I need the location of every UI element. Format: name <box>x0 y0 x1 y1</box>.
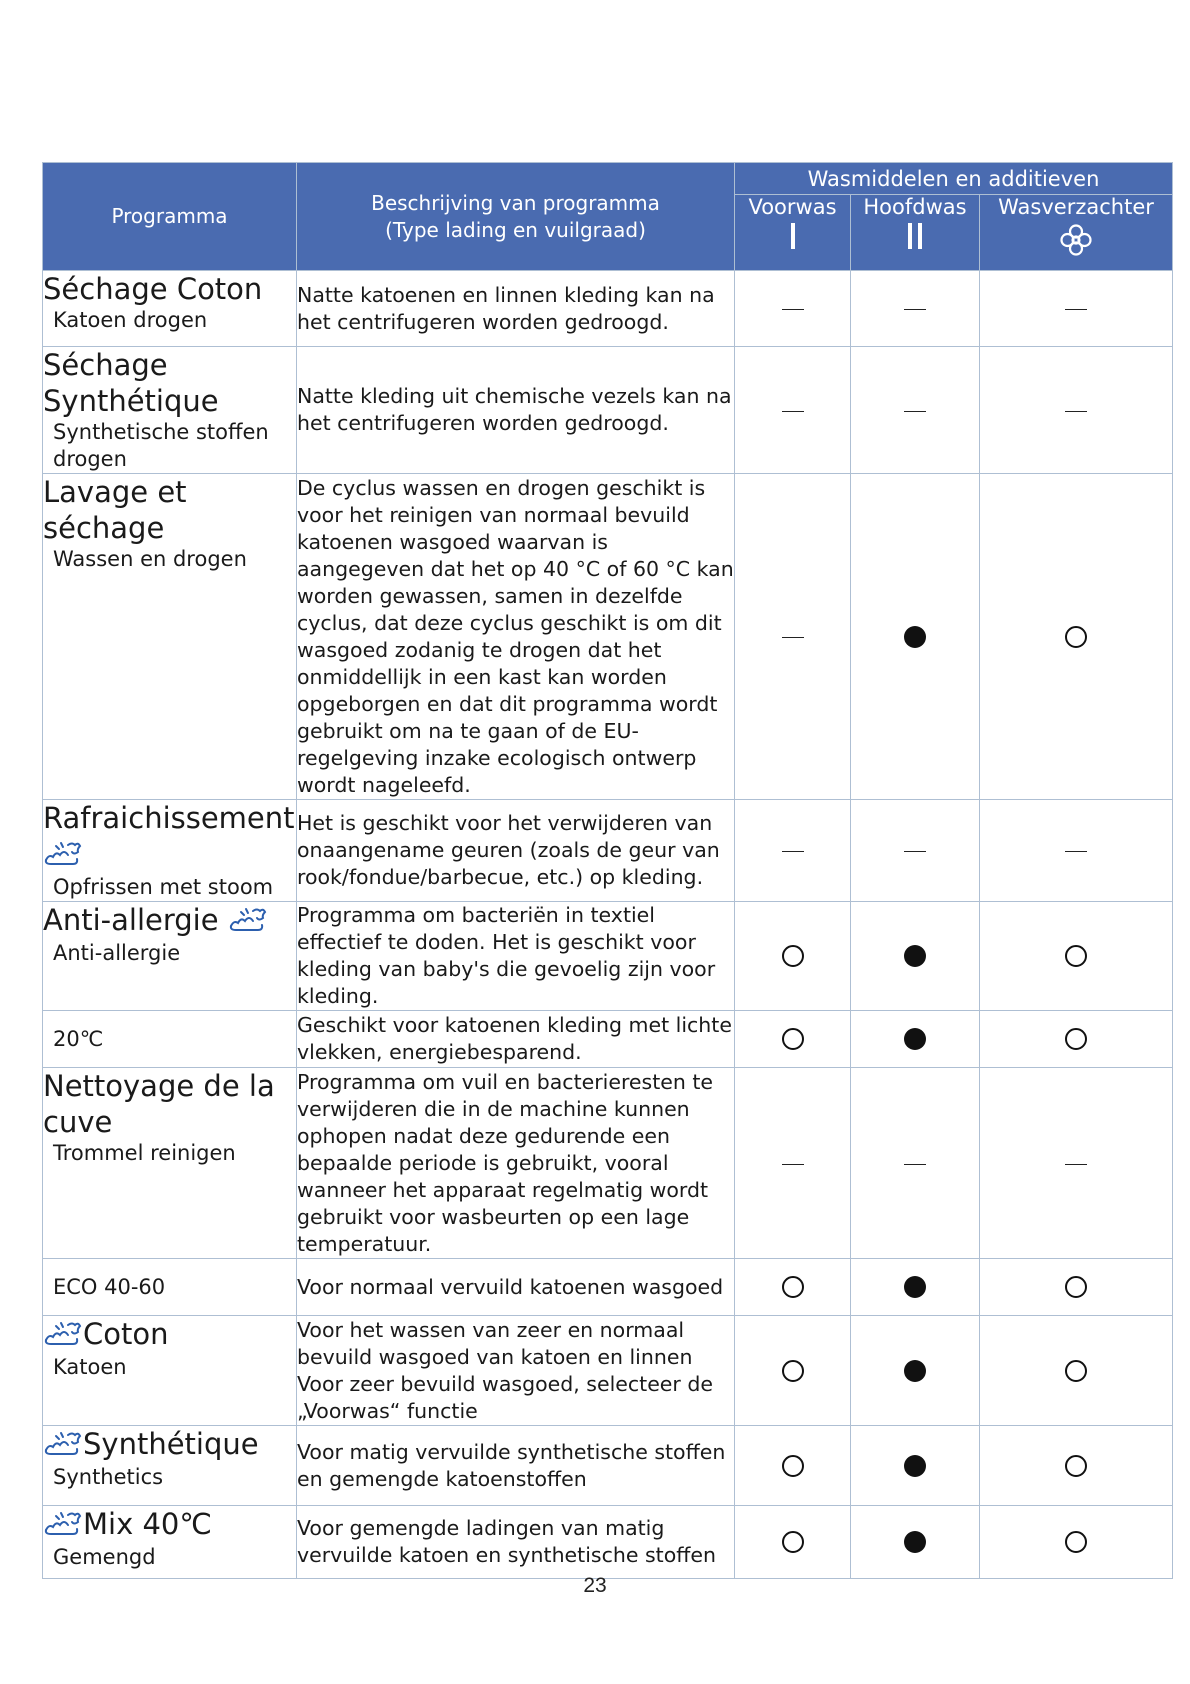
program-name-cell <box>43 1506 297 1579</box>
hoofdwas-cell <box>851 271 980 347</box>
voorwas-cell <box>735 1068 851 1259</box>
header-voorwas: Voorwas <box>735 195 851 271</box>
program-description: Voor normaal vervuild katoenen wasgoed <box>297 1259 735 1316</box>
dash-icon <box>782 411 804 412</box>
program-name-fr <box>43 800 296 874</box>
program-name-fr-text: Séchage Coton <box>43 272 263 306</box>
wasverzachter-cell <box>980 1259 1173 1316</box>
program-name-fr-text: Coton <box>83 1317 169 1351</box>
program-description: Geschikt voor katoenen kleding met lichte vlekken, energiebesparend. <box>297 1011 735 1068</box>
program-name-fr <box>43 347 296 419</box>
steam-icon <box>228 904 268 940</box>
dash-icon <box>1065 411 1087 412</box>
voorwas-cell <box>735 902 851 1011</box>
open-circle-icon <box>782 1276 804 1298</box>
open-circle-icon <box>1065 1531 1087 1553</box>
dash-icon <box>904 851 926 852</box>
program-name-fr-text: Anti-allergie <box>43 903 219 937</box>
steam-icon <box>43 1318 83 1354</box>
hoofdwas-cell <box>851 1426 980 1506</box>
table-row <box>43 347 1173 474</box>
program-name-cell <box>43 271 297 347</box>
program-description: De cyclus wassen en drogen geschikt is voor het reinigen van normaal bevuild katoenen wasgoed waarvan is aangegeven dat het op 40 °C of 60 °C kan worden gewassen, samen in dezelfde cyclus, dat deze cyclus geschikt is om dit wasgoed zodanig te drogen dat het onmiddellijk in een kast kan worden opgeborgen en dat dit programma wordt gebruikt om na te gaan of de EU-regelgeving inzake ecologisch ontwerp wordt nageleefd. <box>297 474 735 800</box>
table-row <box>43 1426 1173 1506</box>
table-row <box>43 1259 1173 1316</box>
open-circle-icon <box>782 1028 804 1050</box>
table-row <box>43 1506 1173 1579</box>
dash-icon <box>782 309 804 310</box>
program-name-cell <box>43 1068 297 1259</box>
filled-dot-icon <box>904 1455 926 1477</box>
wasverzachter-cell <box>980 800 1173 902</box>
program-name-fr <box>43 1426 296 1464</box>
program-name-cell <box>43 347 297 474</box>
filled-dot-icon <box>904 1276 926 1298</box>
filled-dot-icon <box>904 1360 926 1382</box>
program-name-cell <box>43 474 297 800</box>
open-circle-icon <box>782 945 804 967</box>
open-circle-icon <box>782 1455 804 1477</box>
header-programma: Programma <box>43 163 297 271</box>
program-name-nl: Opfrissen met stoom <box>53 875 274 899</box>
filled-dot-icon <box>904 945 926 967</box>
wasverzachter-cell <box>980 1426 1173 1506</box>
dash-icon <box>1065 309 1087 310</box>
table-row <box>43 902 1173 1011</box>
table-row <box>43 1011 1173 1068</box>
flower-icon <box>980 223 1172 255</box>
filled-dot-icon <box>904 626 926 648</box>
voorwas-cell <box>735 1426 851 1506</box>
program-name-nl: Trommel reinigen <box>53 1141 236 1165</box>
program-name-nl: Synthetics <box>53 1465 164 1489</box>
table-row <box>43 1316 1173 1426</box>
program-name-nl: Katoen <box>53 1355 127 1379</box>
filled-dot-icon <box>904 1531 926 1553</box>
program-description: Natte katoenen en linnen kleding kan na het centrifugeren worden gedroogd. <box>297 271 735 347</box>
wasverzachter-cell <box>980 347 1173 474</box>
open-circle-icon <box>1065 1028 1087 1050</box>
program-name-cell <box>43 902 297 1011</box>
double-bar-icon <box>851 223 979 255</box>
dash-icon <box>904 309 926 310</box>
voorwas-cell <box>735 347 851 474</box>
wasverzachter-cell <box>980 1068 1173 1259</box>
voorwas-cell <box>735 474 851 800</box>
program-name-cell <box>43 1316 297 1426</box>
open-circle-icon <box>1065 626 1087 648</box>
open-circle-icon <box>1065 1360 1087 1382</box>
program-description: Voor matig vervuilde synthetische stoffen en gemengde katoenstoffen <box>297 1426 735 1506</box>
program-name-fr-text: Séchage Synthétique <box>43 348 219 418</box>
program-name-cell <box>43 1011 297 1068</box>
voorwas-cell <box>735 1506 851 1579</box>
program-name-cell <box>43 1426 297 1506</box>
table-row <box>43 1068 1173 1259</box>
program-name-fr-text: Synthétique <box>83 1427 259 1461</box>
header-beschrijving: Beschrijving van programma (Type lading en vuilgraad) <box>297 163 735 271</box>
program-name-nl: ECO 40-60 <box>53 1274 166 1299</box>
open-circle-icon <box>1065 1455 1087 1477</box>
dash-icon <box>1065 851 1087 852</box>
voorwas-cell <box>735 271 851 347</box>
wasverzachter-cell <box>980 1316 1173 1426</box>
voorwas-cell <box>735 1316 851 1426</box>
program-name-fr <box>43 1068 296 1140</box>
program-description: Programma om vuil en bacterieresten te verwijderen die in de machine kunnen ophopen nadat deze gedurende een bepaalde periode is gebruikt, vooral wanneer het apparaat regelmatig wordt gebruikt voor wasbeurten op een lage temperatuur. <box>297 1068 735 1259</box>
program-name-nl: Gemengd <box>53 1545 156 1569</box>
program-name-fr <box>43 1316 296 1354</box>
hoofdwas-cell <box>851 474 980 800</box>
program-name-nl: Wassen en drogen <box>53 547 247 571</box>
program-description: Programma om bacteriën in textiel effectief te doden. Het is geschikt voor kleding van baby's die gevoelig zijn voor kleding. <box>297 902 735 1011</box>
open-circle-icon <box>782 1531 804 1553</box>
program-description: Het is geschikt voor het verwijderen van onaangename geuren (zoals de geur van rook/fondue/barbecue, etc.) op kleding. <box>297 800 735 902</box>
program-table <box>42 162 1173 1579</box>
wasverzachter-cell <box>980 271 1173 347</box>
hoofdwas-cell <box>851 1068 980 1259</box>
table-row <box>43 800 1173 902</box>
program-name-nl: Katoen drogen <box>53 308 208 332</box>
single-bar-icon <box>735 223 850 255</box>
open-circle-icon <box>1065 945 1087 967</box>
filled-dot-icon <box>904 1028 926 1050</box>
program-name-fr-text: Nettoyage de la cuve <box>43 1069 275 1139</box>
hoofdwas-cell <box>851 1259 980 1316</box>
dash-icon <box>782 637 804 638</box>
wasverzachter-cell <box>980 1011 1173 1068</box>
program-name-fr-text: Mix 40℃ <box>83 1507 212 1541</box>
voorwas-cell <box>735 1011 851 1068</box>
table-row <box>43 271 1173 347</box>
wasverzachter-cell <box>980 474 1173 800</box>
dash-icon <box>1065 1164 1087 1165</box>
steam-icon <box>43 1508 83 1544</box>
program-name-cell <box>43 800 297 902</box>
open-circle-icon <box>782 1360 804 1382</box>
header-wasverzachter: Wasverzachter <box>980 195 1173 271</box>
program-description: Natte kleding uit chemische vezels kan na het centrifugeren worden gedroogd. <box>297 347 735 474</box>
program-name-cell <box>43 1259 297 1316</box>
steam-icon <box>43 838 83 874</box>
header-wasmiddelen: Wasmiddelen en additieven <box>735 163 1173 195</box>
program-name-fr <box>43 271 296 307</box>
program-name-fr-text: Rafraichissement <box>43 801 295 835</box>
dash-icon <box>782 851 804 852</box>
program-description: Voor het wassen van zeer en normaal bevuild wasgoed van katoen en linnen Voor zeer bevuild wasgoed, selecteer de „Voorwas“ functie <box>297 1316 735 1426</box>
voorwas-cell <box>735 1259 851 1316</box>
open-circle-icon <box>1065 1276 1087 1298</box>
program-name-nl: Anti-allergie <box>53 941 181 965</box>
wasverzachter-cell <box>980 902 1173 1011</box>
program-name-fr-text: Lavage et séchage <box>43 475 187 545</box>
program-name-fr <box>43 1506 296 1544</box>
hoofdwas-cell <box>851 1011 980 1068</box>
wasverzachter-cell <box>980 1506 1173 1579</box>
program-name-fr <box>43 902 296 940</box>
program-name-nl: Synthetische stoffen drogen <box>53 420 269 471</box>
page-number: 23 <box>583 1574 607 1597</box>
hoofdwas-cell <box>851 347 980 474</box>
steam-icon <box>43 1428 83 1464</box>
dash-icon <box>904 411 926 412</box>
dash-icon <box>904 1164 926 1165</box>
hoofdwas-cell <box>851 1506 980 1579</box>
header-hoofdwas: Hoofdwas <box>851 195 980 271</box>
program-name-fr <box>43 474 296 546</box>
hoofdwas-cell <box>851 902 980 1011</box>
dash-icon <box>782 1164 804 1165</box>
hoofdwas-cell <box>851 800 980 902</box>
hoofdwas-cell <box>851 1316 980 1426</box>
program-name-nl: 20℃ <box>53 1026 104 1051</box>
voorwas-cell <box>735 800 851 902</box>
program-description: Voor gemengde ladingen van matig vervuilde katoen en synthetische stoffen <box>297 1506 735 1579</box>
table-row <box>43 474 1173 800</box>
